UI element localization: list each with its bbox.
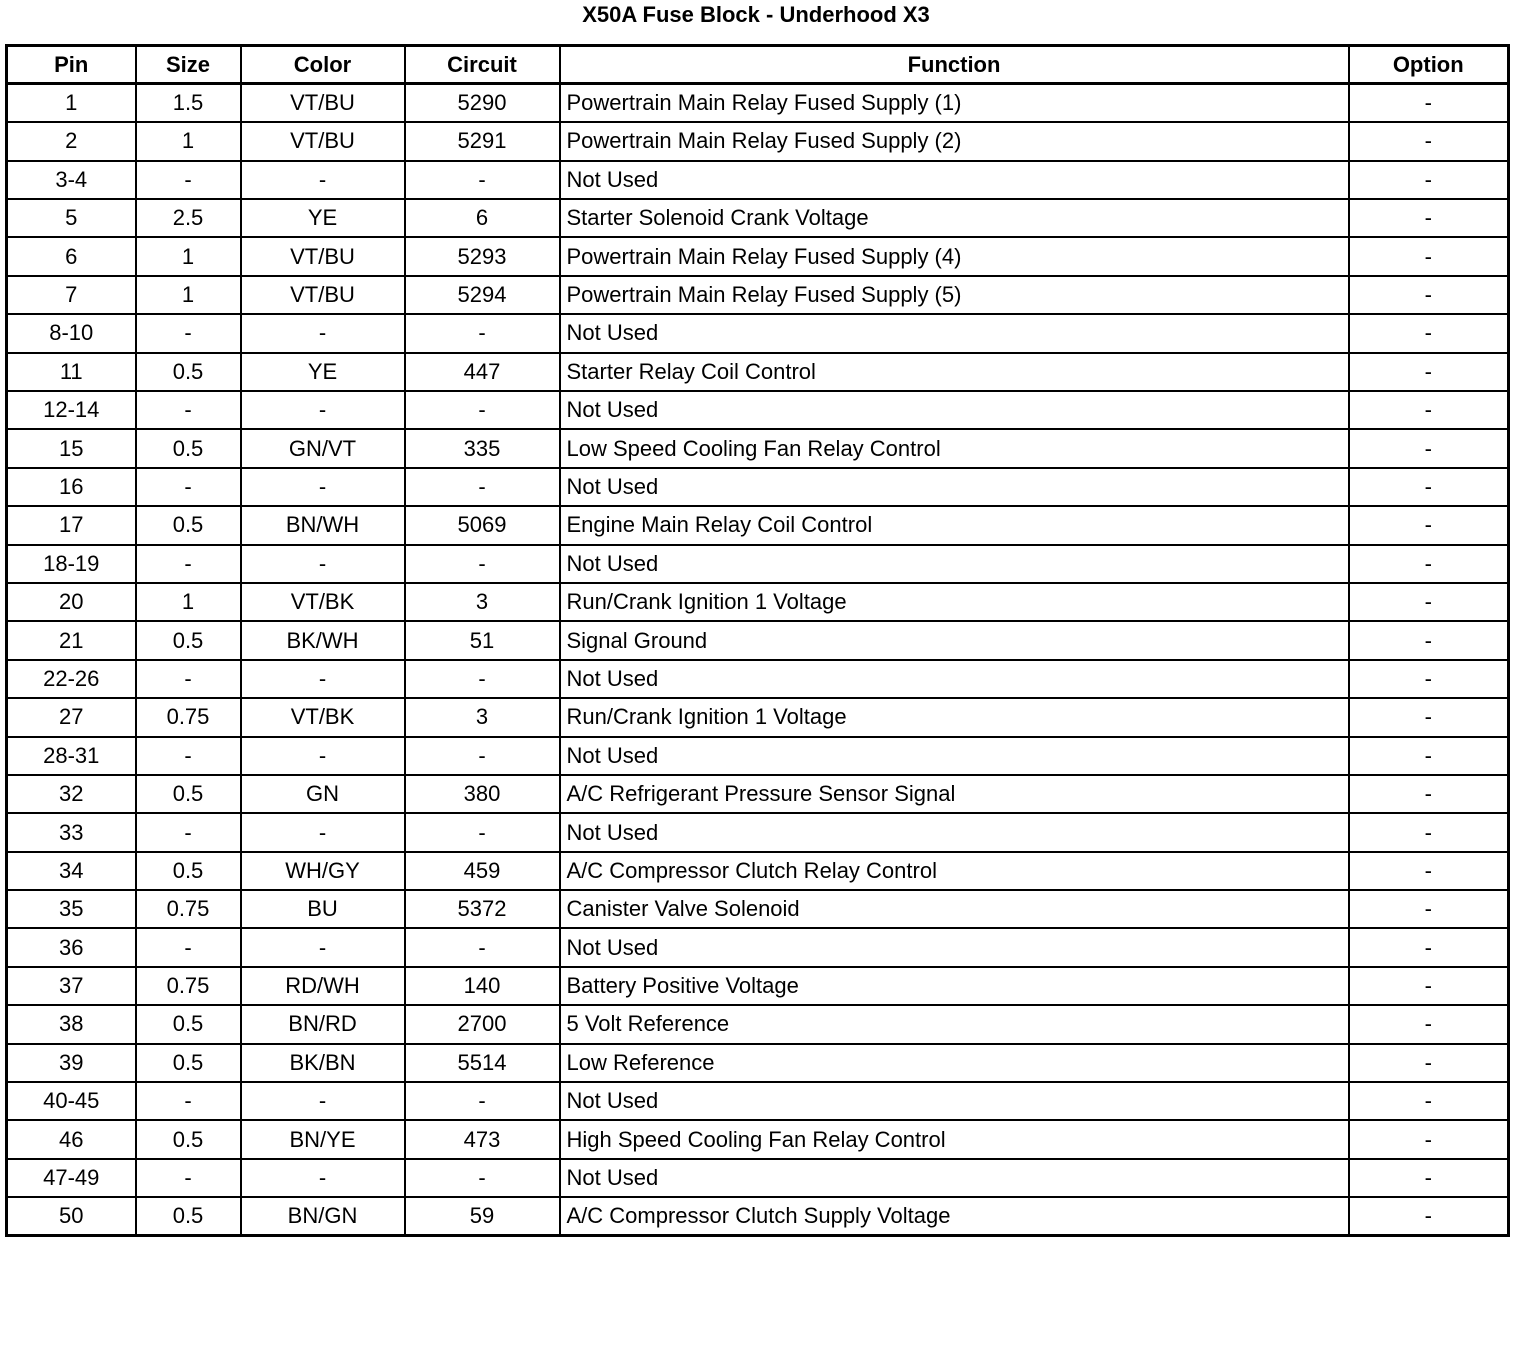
cell-pin: 27 bbox=[7, 698, 136, 736]
cell-pin: 36 bbox=[7, 928, 136, 966]
cell-pin: 50 bbox=[7, 1197, 136, 1235]
table-row bbox=[7, 84, 1509, 122]
cell-option: - bbox=[1349, 583, 1509, 621]
cell-option: - bbox=[1349, 775, 1509, 813]
table-row bbox=[7, 314, 1509, 352]
cell-size: - bbox=[136, 928, 241, 966]
header-circuit: Circuit bbox=[405, 46, 560, 84]
cell-size: - bbox=[136, 660, 241, 698]
cell-size: - bbox=[136, 391, 241, 429]
table-row bbox=[7, 583, 1509, 621]
cell-color: BK/BN bbox=[241, 1044, 405, 1082]
cell-color: - bbox=[241, 314, 405, 352]
cell-size: 2.5 bbox=[136, 199, 241, 237]
cell-option: - bbox=[1349, 468, 1509, 506]
cell-size: 1 bbox=[136, 237, 241, 275]
cell-size: 0.5 bbox=[136, 1005, 241, 1043]
cell-function: Powertrain Main Relay Fused Supply (5) bbox=[560, 276, 1349, 314]
cell-function: Not Used bbox=[560, 1159, 1349, 1197]
table-row bbox=[7, 852, 1509, 890]
table-row bbox=[7, 813, 1509, 851]
cell-color: VT/BU bbox=[241, 122, 405, 160]
cell-circuit: 380 bbox=[405, 775, 560, 813]
header-size: Size bbox=[136, 46, 241, 84]
cell-circuit: 51 bbox=[405, 621, 560, 659]
cell-option: - bbox=[1349, 852, 1509, 890]
table-row bbox=[7, 1120, 1509, 1158]
cell-circuit: 335 bbox=[405, 429, 560, 467]
cell-pin: 8-10 bbox=[7, 314, 136, 352]
table-row bbox=[7, 1082, 1509, 1120]
table-row bbox=[7, 506, 1509, 544]
cell-color: BN/YE bbox=[241, 1120, 405, 1158]
cell-color: VT/BU bbox=[241, 276, 405, 314]
cell-color: - bbox=[241, 391, 405, 429]
table-row bbox=[7, 1005, 1509, 1043]
cell-color: VT/BK bbox=[241, 583, 405, 621]
cell-color: - bbox=[241, 660, 405, 698]
cell-option: - bbox=[1349, 199, 1509, 237]
cell-size: - bbox=[136, 737, 241, 775]
cell-function: Low Reference bbox=[560, 1044, 1349, 1082]
cell-option: - bbox=[1349, 161, 1509, 199]
page-title: X50A Fuse Block - Underhood X3 bbox=[582, 2, 930, 27]
header-option: Option bbox=[1349, 46, 1509, 84]
table-row bbox=[7, 775, 1509, 813]
cell-size: 0.5 bbox=[136, 621, 241, 659]
cell-color: BN/GN bbox=[241, 1197, 405, 1235]
cell-function: Not Used bbox=[560, 314, 1349, 352]
cell-color: - bbox=[241, 1159, 405, 1197]
table-row bbox=[7, 967, 1509, 1005]
cell-size: 1 bbox=[136, 583, 241, 621]
cell-option: - bbox=[1349, 698, 1509, 736]
cell-circuit: 5293 bbox=[405, 237, 560, 275]
cell-pin: 7 bbox=[7, 276, 136, 314]
cell-circuit: 5294 bbox=[405, 276, 560, 314]
cell-option: - bbox=[1349, 1044, 1509, 1082]
cell-color: - bbox=[241, 545, 405, 583]
cell-option: - bbox=[1349, 84, 1509, 122]
cell-size: 0.5 bbox=[136, 852, 241, 890]
cell-function: Powertrain Main Relay Fused Supply (4) bbox=[560, 237, 1349, 275]
table-row bbox=[7, 890, 1509, 928]
cell-function: Powertrain Main Relay Fused Supply (1) bbox=[560, 84, 1349, 122]
cell-color: GN bbox=[241, 775, 405, 813]
cell-option: - bbox=[1349, 1197, 1509, 1235]
cell-function: Signal Ground bbox=[560, 621, 1349, 659]
cell-size: 0.5 bbox=[136, 506, 241, 544]
cell-color: VT/BU bbox=[241, 84, 405, 122]
cell-function: Not Used bbox=[560, 468, 1349, 506]
cell-option: - bbox=[1349, 928, 1509, 966]
cell-color: VT/BU bbox=[241, 237, 405, 275]
cell-circuit: 5372 bbox=[405, 890, 560, 928]
table-row bbox=[7, 1044, 1509, 1082]
cell-pin: 33 bbox=[7, 813, 136, 851]
cell-circuit: 3 bbox=[405, 583, 560, 621]
table-row bbox=[7, 429, 1509, 467]
cell-option: - bbox=[1349, 276, 1509, 314]
cell-pin: 2 bbox=[7, 122, 136, 160]
cell-size: 0.75 bbox=[136, 967, 241, 1005]
cell-circuit: 5291 bbox=[405, 122, 560, 160]
cell-pin: 47-49 bbox=[7, 1159, 136, 1197]
cell-circuit: - bbox=[405, 737, 560, 775]
cell-color: YE bbox=[241, 353, 405, 391]
table-row bbox=[7, 621, 1509, 659]
cell-circuit: - bbox=[405, 391, 560, 429]
cell-color: - bbox=[241, 737, 405, 775]
cell-function: Not Used bbox=[560, 660, 1349, 698]
cell-option: - bbox=[1349, 353, 1509, 391]
cell-option: - bbox=[1349, 621, 1509, 659]
cell-function: A/C Compressor Clutch Relay Control bbox=[560, 852, 1349, 890]
cell-circuit: 3 bbox=[405, 698, 560, 736]
cell-option: - bbox=[1349, 506, 1509, 544]
cell-pin: 34 bbox=[7, 852, 136, 890]
cell-function: Starter Solenoid Crank Voltage bbox=[560, 199, 1349, 237]
table-row bbox=[7, 122, 1509, 160]
cell-size: 0.75 bbox=[136, 698, 241, 736]
cell-option: - bbox=[1349, 1159, 1509, 1197]
table-row bbox=[7, 928, 1509, 966]
cell-option: - bbox=[1349, 967, 1509, 1005]
cell-color: - bbox=[241, 468, 405, 506]
cell-size: 0.5 bbox=[136, 1120, 241, 1158]
cell-pin: 15 bbox=[7, 429, 136, 467]
table-row bbox=[7, 545, 1509, 583]
table-row bbox=[7, 660, 1509, 698]
table-row bbox=[7, 237, 1509, 275]
cell-pin: 40-45 bbox=[7, 1082, 136, 1120]
cell-function: Battery Positive Voltage bbox=[560, 967, 1349, 1005]
cell-circuit: 2700 bbox=[405, 1005, 560, 1043]
cell-size: - bbox=[136, 545, 241, 583]
cell-option: - bbox=[1349, 122, 1509, 160]
cell-color: YE bbox=[241, 199, 405, 237]
cell-circuit: 6 bbox=[405, 199, 560, 237]
cell-option: - bbox=[1349, 1082, 1509, 1120]
cell-option: - bbox=[1349, 660, 1509, 698]
cell-pin: 17 bbox=[7, 506, 136, 544]
cell-circuit: 473 bbox=[405, 1120, 560, 1158]
cell-option: - bbox=[1349, 545, 1509, 583]
cell-option: - bbox=[1349, 813, 1509, 851]
cell-size: - bbox=[136, 314, 241, 352]
cell-size: - bbox=[136, 468, 241, 506]
cell-function: Starter Relay Coil Control bbox=[560, 353, 1349, 391]
table-row bbox=[7, 737, 1509, 775]
header-pin: Pin bbox=[7, 46, 136, 84]
cell-circuit: - bbox=[405, 545, 560, 583]
header-function: Function bbox=[560, 46, 1349, 84]
cell-color: - bbox=[241, 928, 405, 966]
cell-circuit: 140 bbox=[405, 967, 560, 1005]
cell-function: A/C Refrigerant Pressure Sensor Signal bbox=[560, 775, 1349, 813]
cell-pin: 6 bbox=[7, 237, 136, 275]
table-row bbox=[7, 276, 1509, 314]
cell-function: Not Used bbox=[560, 737, 1349, 775]
cell-color: - bbox=[241, 1082, 405, 1120]
cell-color: BU bbox=[241, 890, 405, 928]
cell-function: Not Used bbox=[560, 391, 1349, 429]
cell-size: 1.5 bbox=[136, 84, 241, 122]
cell-option: - bbox=[1349, 429, 1509, 467]
cell-pin: 22-26 bbox=[7, 660, 136, 698]
cell-function: Powertrain Main Relay Fused Supply (2) bbox=[560, 122, 1349, 160]
cell-color: RD/WH bbox=[241, 967, 405, 1005]
cell-circuit: 5514 bbox=[405, 1044, 560, 1082]
cell-pin: 39 bbox=[7, 1044, 136, 1082]
cell-function: A/C Compressor Clutch Supply Voltage bbox=[560, 1197, 1349, 1235]
cell-pin: 35 bbox=[7, 890, 136, 928]
cell-circuit: - bbox=[405, 660, 560, 698]
cell-function: Run/Crank Ignition 1 Voltage bbox=[560, 698, 1349, 736]
table-row bbox=[7, 391, 1509, 429]
cell-circuit: 5290 bbox=[405, 84, 560, 122]
cell-option: - bbox=[1349, 314, 1509, 352]
cell-size: 0.75 bbox=[136, 890, 241, 928]
cell-pin: 16 bbox=[7, 468, 136, 506]
cell-color: BN/RD bbox=[241, 1005, 405, 1043]
header-row bbox=[7, 46, 1509, 84]
cell-pin: 37 bbox=[7, 967, 136, 1005]
table-row bbox=[7, 1159, 1509, 1197]
table-row bbox=[7, 161, 1509, 199]
cell-color: BN/WH bbox=[241, 506, 405, 544]
table-row bbox=[7, 698, 1509, 736]
cell-pin: 11 bbox=[7, 353, 136, 391]
cell-circuit: - bbox=[405, 468, 560, 506]
cell-circuit: 59 bbox=[405, 1197, 560, 1235]
cell-circuit: - bbox=[405, 1159, 560, 1197]
table-body bbox=[7, 84, 1509, 1236]
cell-function: High Speed Cooling Fan Relay Control bbox=[560, 1120, 1349, 1158]
cell-option: - bbox=[1349, 1005, 1509, 1043]
cell-pin: 1 bbox=[7, 84, 136, 122]
table-row bbox=[7, 199, 1509, 237]
cell-color: - bbox=[241, 813, 405, 851]
cell-size: - bbox=[136, 161, 241, 199]
cell-option: - bbox=[1349, 890, 1509, 928]
cell-pin: 20 bbox=[7, 583, 136, 621]
cell-size: 0.5 bbox=[136, 1197, 241, 1235]
cell-function: Run/Crank Ignition 1 Voltage bbox=[560, 583, 1349, 621]
cell-circuit: - bbox=[405, 928, 560, 966]
header-color: Color bbox=[241, 46, 405, 84]
cell-option: - bbox=[1349, 1120, 1509, 1158]
cell-color: WH/GY bbox=[241, 852, 405, 890]
cell-pin: 46 bbox=[7, 1120, 136, 1158]
cell-function: Not Used bbox=[560, 545, 1349, 583]
cell-pin: 3-4 bbox=[7, 161, 136, 199]
cell-pin: 28-31 bbox=[7, 737, 136, 775]
cell-circuit: - bbox=[405, 1082, 560, 1120]
table-row bbox=[7, 468, 1509, 506]
cell-size: 0.5 bbox=[136, 353, 241, 391]
cell-option: - bbox=[1349, 737, 1509, 775]
cell-function: Not Used bbox=[560, 813, 1349, 851]
table-row bbox=[7, 353, 1509, 391]
cell-circuit: - bbox=[405, 813, 560, 851]
cell-function: 5 Volt Reference bbox=[560, 1005, 1349, 1043]
cell-function: Engine Main Relay Coil Control bbox=[560, 506, 1349, 544]
cell-size: 1 bbox=[136, 122, 241, 160]
cell-circuit: 5069 bbox=[405, 506, 560, 544]
cell-pin: 5 bbox=[7, 199, 136, 237]
cell-size: 0.5 bbox=[136, 775, 241, 813]
cell-size: - bbox=[136, 1082, 241, 1120]
cell-function: Canister Valve Solenoid bbox=[560, 890, 1349, 928]
cell-pin: 32 bbox=[7, 775, 136, 813]
cell-circuit: - bbox=[405, 161, 560, 199]
cell-pin: 21 bbox=[7, 621, 136, 659]
cell-pin: 38 bbox=[7, 1005, 136, 1043]
cell-function: Not Used bbox=[560, 928, 1349, 966]
cell-pin: 18-19 bbox=[7, 545, 136, 583]
cell-pin: 12-14 bbox=[7, 391, 136, 429]
cell-circuit: 459 bbox=[405, 852, 560, 890]
cell-circuit: 447 bbox=[405, 353, 560, 391]
cell-size: 0.5 bbox=[136, 1044, 241, 1082]
cell-function: Not Used bbox=[560, 1082, 1349, 1120]
pinout-table bbox=[5, 44, 1510, 1237]
cell-circuit: - bbox=[405, 314, 560, 352]
cell-function: Low Speed Cooling Fan Relay Control bbox=[560, 429, 1349, 467]
cell-color: VT/BK bbox=[241, 698, 405, 736]
cell-size: 1 bbox=[136, 276, 241, 314]
cell-option: - bbox=[1349, 237, 1509, 275]
cell-size: 0.5 bbox=[136, 429, 241, 467]
cell-function: Not Used bbox=[560, 161, 1349, 199]
cell-color: GN/VT bbox=[241, 429, 405, 467]
table-row bbox=[7, 1197, 1509, 1235]
cell-option: - bbox=[1349, 391, 1509, 429]
cell-color: BK/WH bbox=[241, 621, 405, 659]
cell-color: - bbox=[241, 161, 405, 199]
cell-size: - bbox=[136, 1159, 241, 1197]
cell-size: - bbox=[136, 813, 241, 851]
